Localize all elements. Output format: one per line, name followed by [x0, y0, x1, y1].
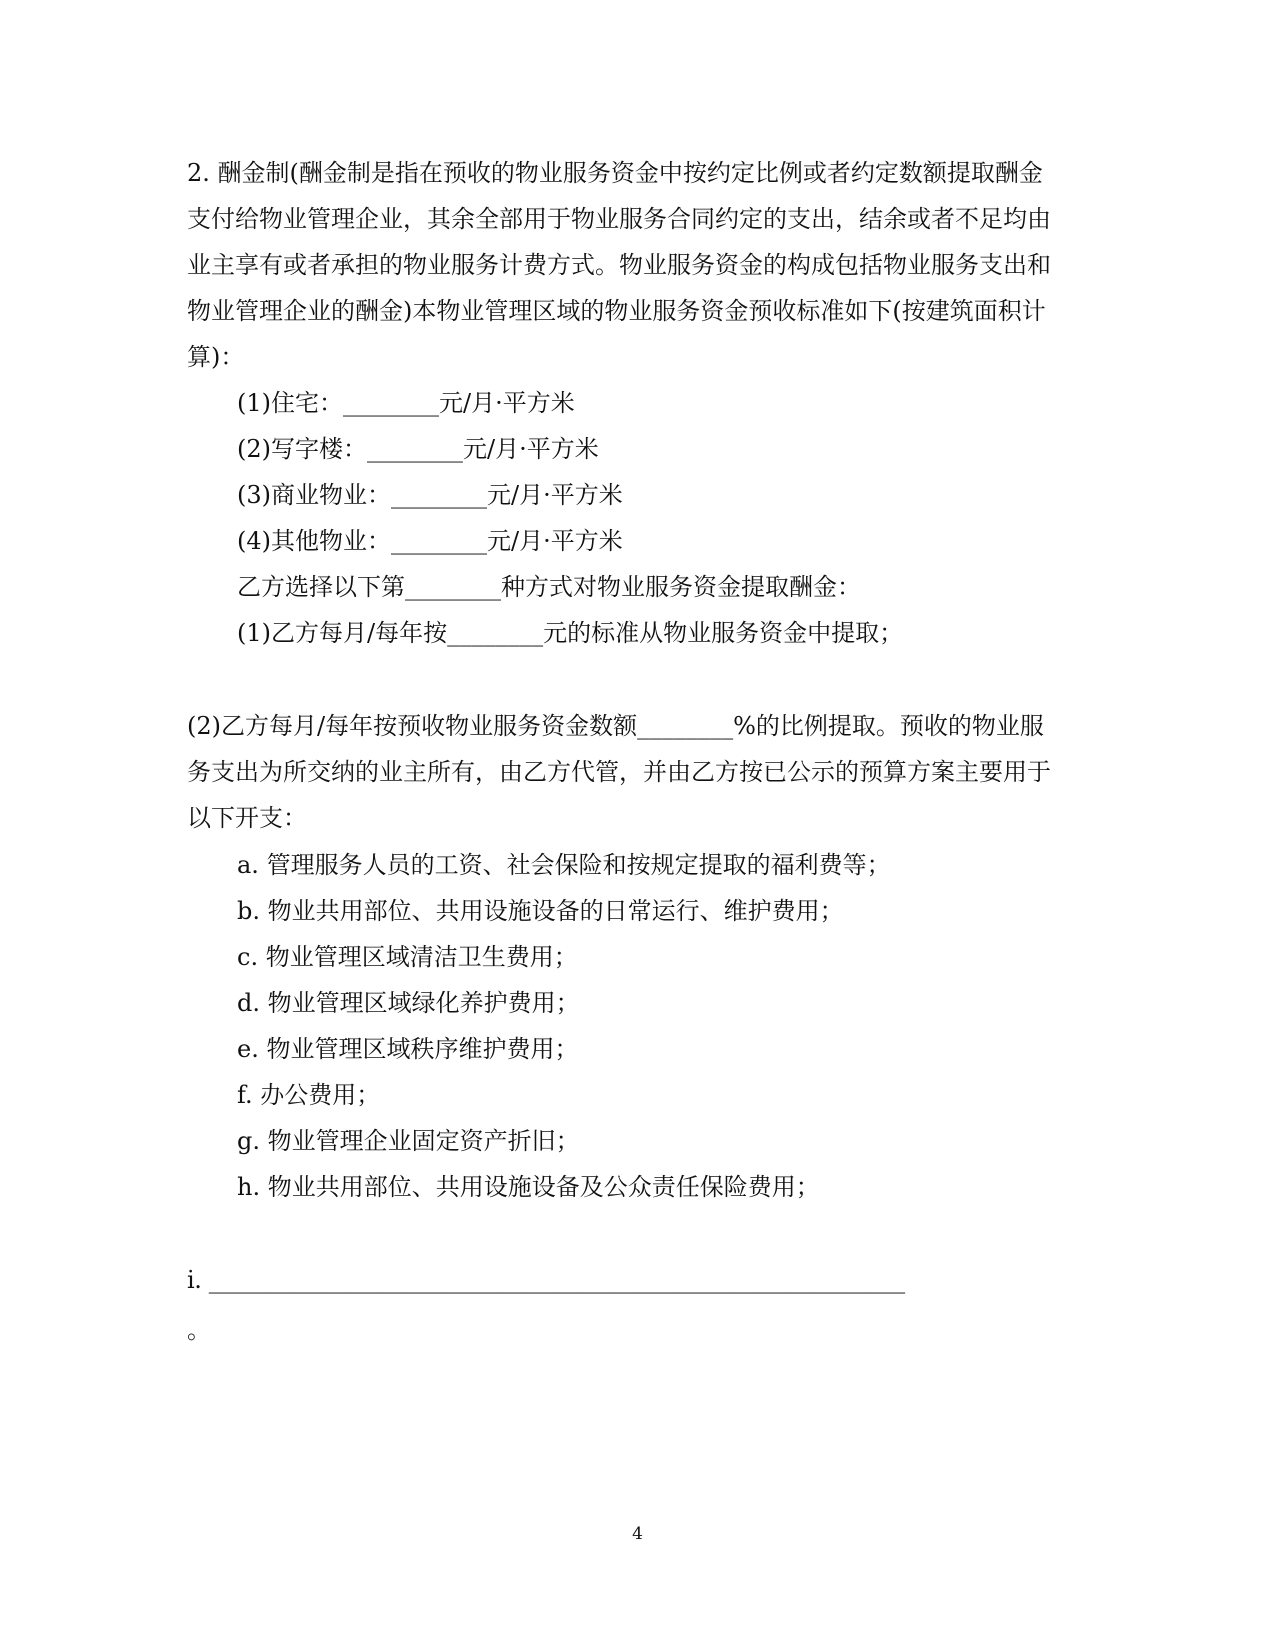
- rate-item-residential: (1)住宅：________元/月·平方米: [237, 389, 575, 417]
- paragraph-line: 以下开支：: [187, 804, 307, 832]
- paragraph-line: (2)乙方每月/每年按预收物业服务资金数额________%的比例提取。预收的物业服: [187, 712, 1044, 740]
- paragraph-line: 算)：: [187, 343, 245, 371]
- expense-item-f: f. 办公费用；: [237, 1081, 381, 1109]
- rate-item-commercial: (3)商业物业：________元/月·平方米: [237, 481, 623, 509]
- rate-item-other: (4)其他物业：________元/月·平方米: [237, 527, 623, 555]
- expense-item-b: b. 物业共用部位、共用设施设备的日常运行、维护费用；: [237, 897, 844, 925]
- paragraph-line: 2. 酬金制(酬金制是指在预收的物业服务资金中按约定比例或者约定数额提取酬金: [187, 159, 1043, 187]
- method-1-line: (1)乙方每月/每年按________元的标准从物业服务资金中提取；: [237, 619, 904, 647]
- method-choice-line: 乙方选择以下第________种方式对物业服务资金提取酬金：: [237, 573, 861, 601]
- expense-item-c: c. 物业管理区域清洁卫生费用；: [237, 943, 578, 971]
- expense-item-d: d. 物业管理区域绿化养护费用；: [237, 989, 580, 1017]
- paragraph-line: 务支出为所交纳的业主所有，由乙方代管，并由乙方按已公示的预算方案主要用于: [187, 758, 1051, 786]
- expense-item-h: h. 物业共用部位、共用设施设备及公众责任保险费用；: [237, 1173, 820, 1201]
- expense-item-i: i. ____________________________________________________________: [187, 1266, 905, 1294]
- rate-item-office: (2)写字楼：________元/月·平方米: [237, 435, 599, 463]
- item-i-end-mark: 。: [187, 1316, 211, 1344]
- expense-item-a: a. 管理服务人员的工资、社会保险和按规定提取的福利费等；: [237, 851, 891, 879]
- expense-item-e: e. 物业管理区域秩序维护费用；: [237, 1035, 579, 1063]
- paragraph-line: 支付给物业管理企业，其余全部用于物业服务合同约定的支出，结余或者不足均由: [187, 205, 1051, 233]
- expense-item-g: g. 物业管理企业固定资产折旧；: [237, 1127, 580, 1155]
- paragraph-line: 物业管理企业的酬金)本物业管理区域的物业服务资金预收标准如下(按建筑面积计: [187, 297, 1046, 325]
- page-number: 4: [632, 1524, 643, 1544]
- paragraph-line: 业主享有或者承担的物业服务计费方式。物业服务资金的构成包括物业服务支出和: [187, 251, 1051, 279]
